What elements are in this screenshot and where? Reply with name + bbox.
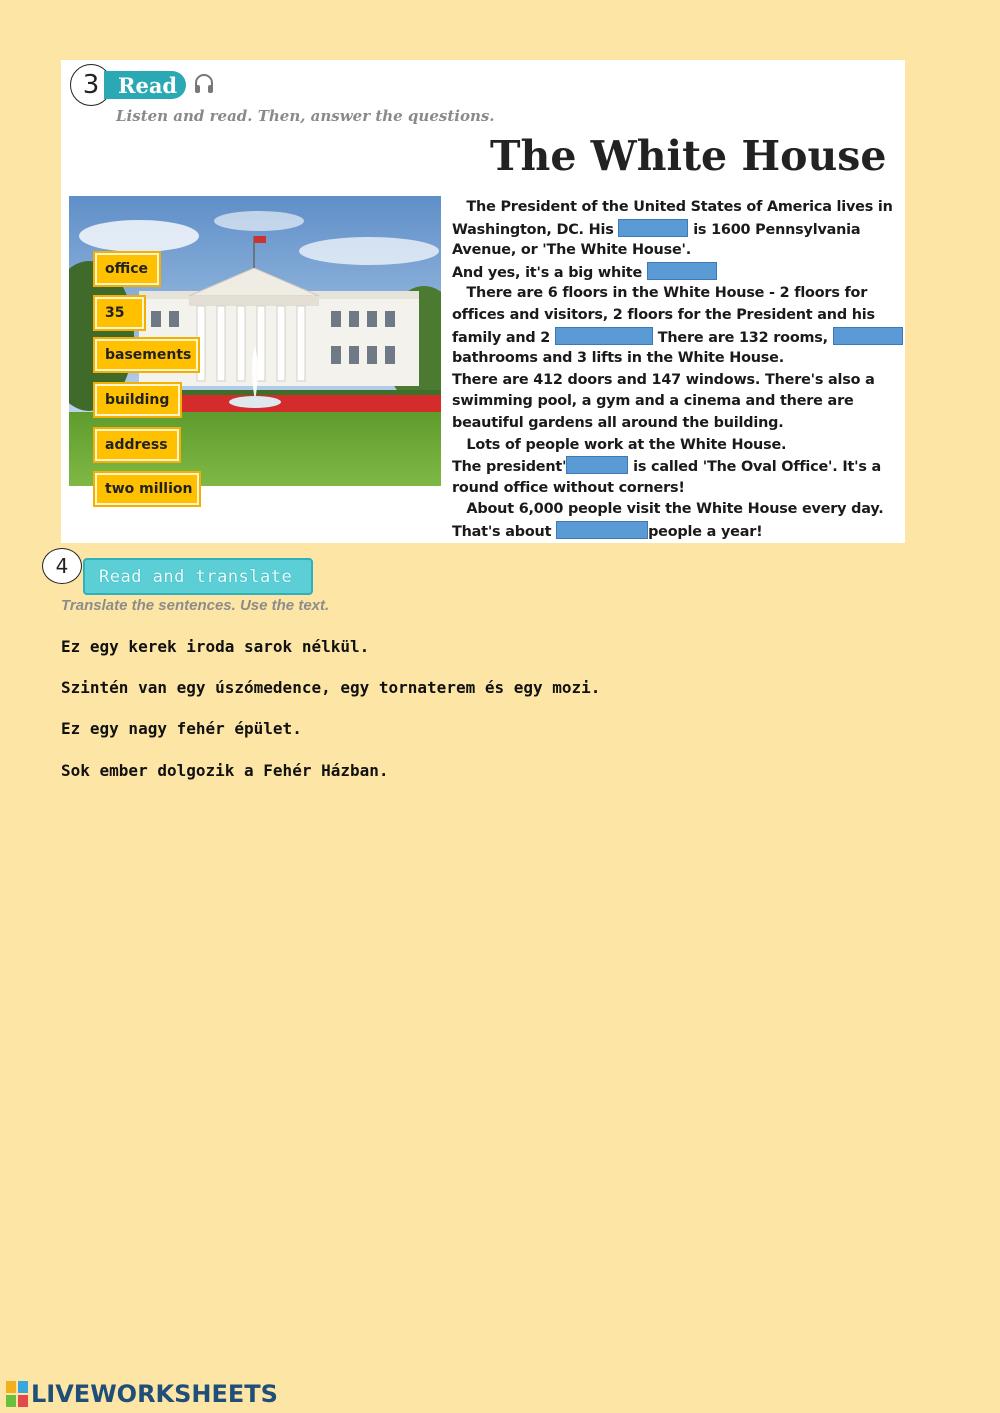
instruction-4: Translate the sentences. Use the text. — [61, 597, 330, 614]
passage-line — [452, 391, 912, 413]
passage-text: swimming pool, a gym and a cinema and there are — [452, 393, 854, 410]
passage-text: The president' — [452, 459, 567, 476]
passage-text: Lots of people work at the White House. — [452, 436, 787, 453]
passage-line — [452, 283, 912, 305]
headphones-icon[interactable] — [192, 72, 216, 96]
answer-blank-4[interactable] — [833, 327, 903, 345]
passage-text: There are 132 rooms, — [652, 329, 833, 346]
translation-sentence: Szintén van egy úszómedence, egy tornaterem és egy mozi. — [61, 678, 601, 697]
passage-text: beautiful gardens all around the building. — [452, 414, 784, 431]
word-chip-35[interactable]: 35 — [93, 295, 146, 331]
answer-blank-5[interactable] — [566, 456, 628, 474]
passage-line — [452, 413, 912, 435]
reading-passage — [452, 197, 912, 543]
passage-text: offices and visitors, 2 floors for the President and his — [452, 306, 875, 323]
word-chip-office[interactable]: office — [93, 251, 161, 287]
passage-text: There are 412 doors and 147 windows. There's also a — [452, 371, 875, 388]
passage-text: Avenue, or 'The White House'. — [452, 242, 691, 259]
passage-text: bathrooms and 3 lifts in the White House. — [452, 350, 784, 367]
passage-text: That's about — [452, 523, 557, 540]
liveworksheets-logo-icon — [6, 1381, 28, 1407]
passage-line — [452, 521, 912, 543]
read-label: Read — [104, 71, 186, 99]
answer-blank-6[interactable] — [556, 521, 648, 539]
word-chip-address[interactable]: address — [93, 427, 181, 463]
passage-text: Washington, DC. His — [452, 221, 619, 238]
step-number-3: 3 — [70, 64, 112, 106]
passage-line — [452, 478, 912, 500]
passage-line — [452, 456, 912, 478]
passage-line — [452, 219, 912, 241]
passage-text: is 1600 Pennsylvania — [688, 221, 861, 238]
word-chip-basements[interactable]: basements — [93, 337, 200, 373]
passage-text: About 6,000 people visit the White House every day. — [452, 501, 884, 518]
step-number-4: 4 — [42, 548, 82, 584]
passage-line — [452, 262, 912, 284]
passage-text: There are 6 floors in the White House - 2 floors for — [452, 285, 868, 302]
word-chip-two-million[interactable]: two million — [93, 471, 201, 507]
passage-title: The White House — [490, 132, 887, 180]
passage-line — [452, 240, 912, 262]
answer-blank-2[interactable] — [647, 262, 717, 280]
translation-sentence: Ez egy kerek iroda sarok nélkül. — [61, 637, 370, 656]
passage-text: family and 2 — [452, 329, 555, 346]
passage-text: The President of the United States of America lives in — [452, 199, 893, 215]
answer-blank-1[interactable] — [618, 219, 688, 237]
translation-sentence: Ez egy nagy fehér épület. — [61, 719, 302, 738]
brand-footer — [6, 1380, 278, 1408]
passage-line — [452, 305, 912, 327]
answer-blank-3[interactable] — [555, 327, 653, 345]
passage-text: round office without corners! — [452, 479, 685, 496]
passage-line — [452, 370, 912, 392]
brand-name: LIVEWORKSHEETS — [31, 1380, 278, 1408]
passage-line — [452, 348, 912, 370]
passage-text: people a year! — [648, 523, 763, 540]
read-and-translate-label: Read and translate — [83, 558, 313, 595]
passage-line — [452, 499, 912, 521]
translation-sentence: Sok ember dolgozik a Fehér Házban. — [61, 761, 389, 780]
instruction-3: Listen and read. Then, answer the questions. — [116, 107, 495, 125]
passage-line — [452, 435, 912, 457]
passage-text: And yes, it's a big white — [452, 264, 647, 281]
passage-line — [452, 327, 912, 349]
passage-line — [452, 197, 912, 219]
word-chip-building[interactable]: building — [93, 382, 182, 418]
passage-text: is called 'The Oval Office'. It's a — [628, 459, 882, 476]
